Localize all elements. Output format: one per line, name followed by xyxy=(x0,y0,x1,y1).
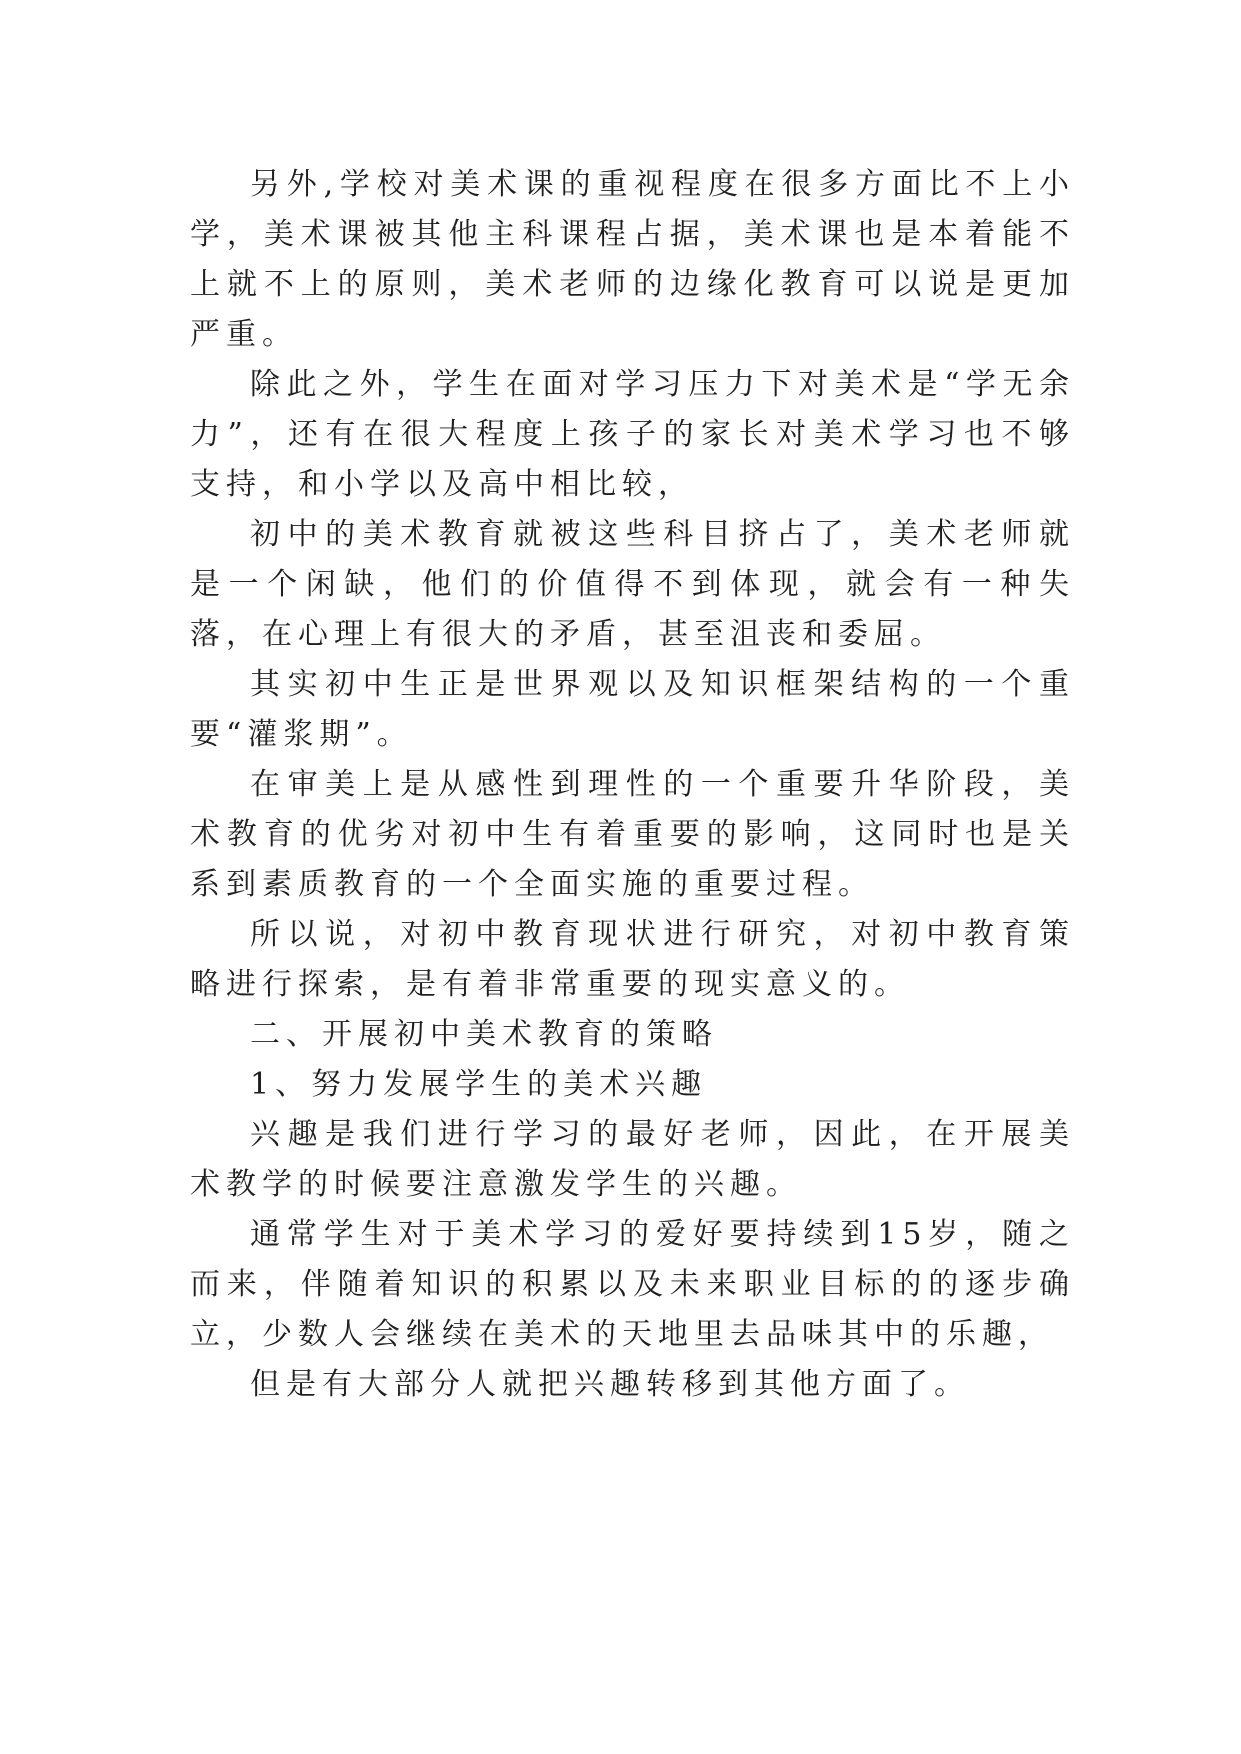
paragraph: 除此之外，学生在面对学习压力下对美术是“学无余力”，还有在很大程度上孩子的家长对美术学习也不够支持，和小学以及高中相比较， xyxy=(190,367,1075,502)
paragraph: 兴趣是我们进行学习的最好老师，因此，在开展美术教学的时候要注意激发学生的兴趣。 xyxy=(190,1117,1075,1202)
paragraph: 所以说，对初中教育现状进行研究，对初中教育策略进行探索，是有着非常重要的现实意义的。 xyxy=(190,917,1075,1002)
paragraph: 通常学生对于美术学习的爱好要持续到15岁，随之而来，伴随着知识的积累以及未来职业目标的的逐步确立，少数人会继续在美术的天地里去品味其中的乐趣， xyxy=(190,1217,1075,1352)
paragraph: 其实初中生正是世界观以及知识框架结构的一个重要“灌浆期”。 xyxy=(190,667,1075,752)
paragraph: 另外,学校对美术课的重视程度在很多方面比不上小学，美术课被其他主科课程占据，美术课也是本着能不上就不上的原则，美术老师的边缘化教育可以说是更加严重。 xyxy=(190,167,1075,352)
section-heading: 二、开展初中美术教育的策略 xyxy=(250,1017,718,1052)
document-body xyxy=(190,160,1075,1410)
paragraph: 初中的美术教育就被这些科目挤占了，美术老师就是一个闲缺，他们的价值得不到体现，就会有一种失落，在心理上有很大的矛盾，甚至沮丧和委屈。 xyxy=(190,517,1075,652)
paragraph: 在审美上是从感性到理性的一个重要升华阶段，美术教育的优劣对初中生有着重要的影响，这同时也是关系到素质教育的一个全面实施的重要过程。 xyxy=(190,767,1075,902)
paragraph: 但是有大部分人就把兴趣转移到其他方面了。 xyxy=(250,1367,970,1402)
subsection-heading: 1、努力发展学生的美术兴趣 xyxy=(250,1067,708,1102)
